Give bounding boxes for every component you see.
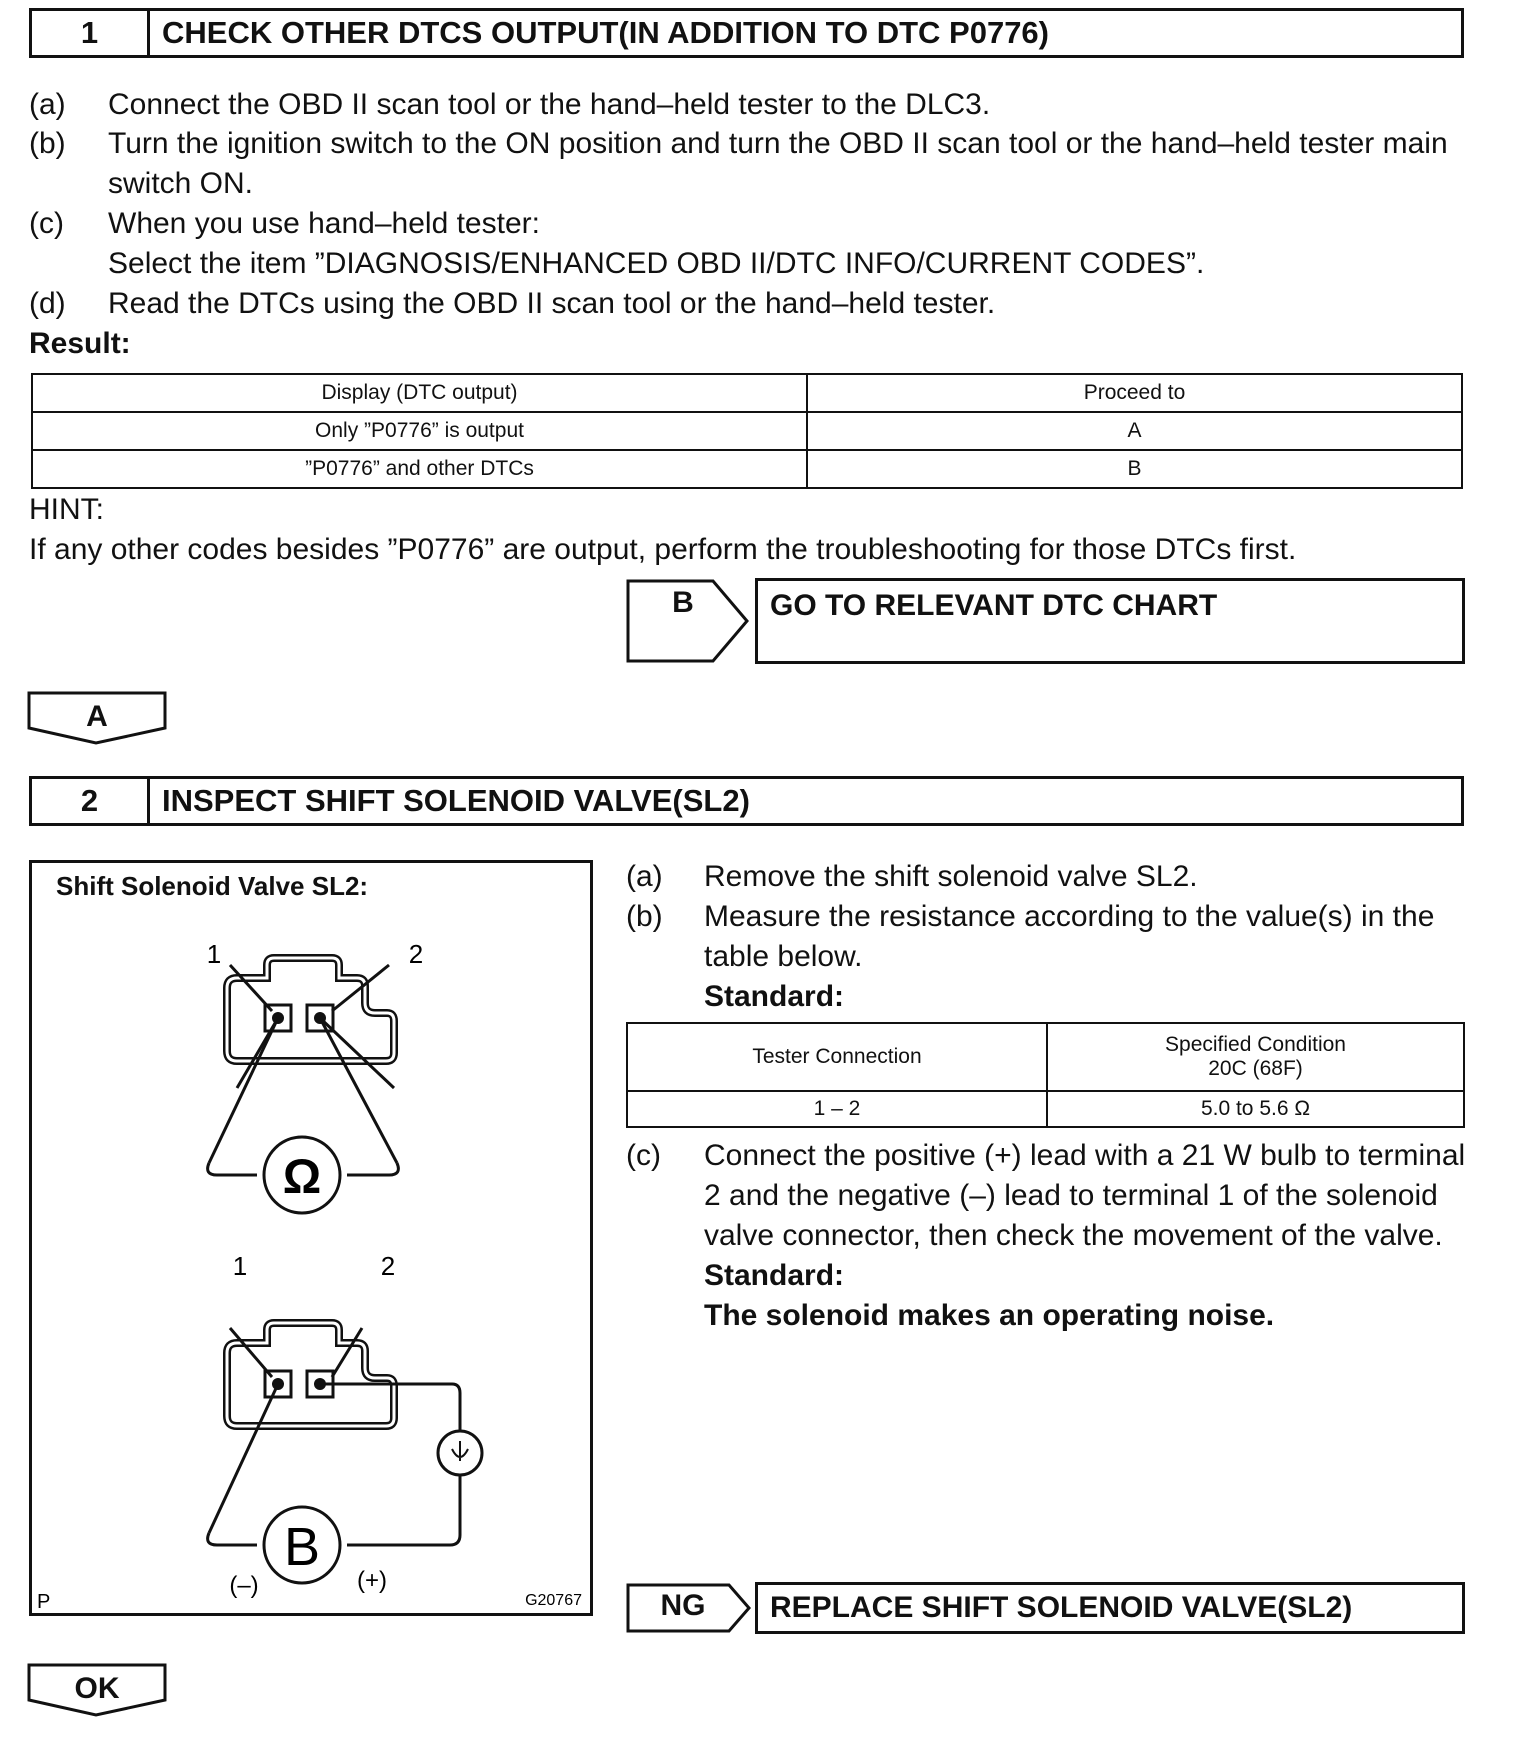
step2-item-b-cont: table below. <box>704 940 863 973</box>
step2-item-c-cont: valve connector, then check the movement of the valve. <box>704 1219 1443 1252</box>
table-cell: B <box>807 450 1462 488</box>
pin1-dot-top <box>272 1012 284 1024</box>
spec-table <box>626 1022 1465 1128</box>
pin2-label-bottom: 2 <box>380 1251 396 1281</box>
table-row <box>32 412 1462 450</box>
step1-header <box>29 8 1464 58</box>
branch-b-box <box>755 578 1465 664</box>
item-label: (c) <box>29 207 64 240</box>
standard-label-2: Standard: <box>704 1259 845 1292</box>
figure-title: Shift Solenoid Valve SL2: <box>56 871 369 901</box>
item-text: Connect the positive (+) lead with a 21 W bulb to terminal <box>704 1139 1466 1172</box>
standard-text-2: The solenoid makes an operating noise. <box>704 1299 1275 1332</box>
spec-header-line2: 20C (68F) <box>1208 1057 1303 1080</box>
step1-item-c-cont: Select the item ”DIAGNOSIS/ENHANCED OBD II/DTC INFO/CURRENT CODES”. <box>108 247 1205 280</box>
item-label: (b) <box>29 127 66 160</box>
item-label: (b) <box>626 900 663 933</box>
branch-ng-code: NG <box>660 1589 706 1622</box>
branch-b-code: B <box>672 586 694 619</box>
step1-number: 1 <box>32 11 150 55</box>
pin1-label-top: 1 <box>206 939 222 969</box>
table-header-cell: Proceed to <box>807 374 1462 412</box>
table-cell: 1 – 2 <box>627 1091 1047 1127</box>
table-cell: 5.0 to 5.6 Ω <box>1047 1091 1464 1127</box>
hint-label: HINT: <box>29 493 104 526</box>
item-text: Measure the resistance according to the value(s) in the <box>704 900 1435 933</box>
branch-ng-text: REPLACE SHIFT SOLENOID VALVE(SL2) <box>770 1591 1353 1624</box>
hint-text: If any other codes besides ”P0776” are output, perform the troubleshooting for those DTCs first. <box>29 533 1297 566</box>
step2-number: 2 <box>32 779 150 823</box>
spec-header-line1: Specified Condition <box>1165 1033 1346 1056</box>
result-table <box>31 373 1463 489</box>
pin2-label-top: 2 <box>408 939 424 969</box>
item-label: (d) <box>29 287 66 320</box>
corner-label: P <box>37 1591 51 1613</box>
table-row <box>32 450 1462 488</box>
table-header-cell: Tester Connection <box>627 1023 1047 1091</box>
table-cell: Only ”P0776” is output <box>32 412 807 450</box>
item-text: Connect the OBD II scan tool or the hand–held tester to the DLC3. <box>108 88 991 121</box>
branch-ng-box <box>755 1582 1465 1634</box>
step2-item-c-cont: 2 and the negative (–) lead to terminal 1 of the solenoid <box>704 1179 1438 1212</box>
branch-b-text: GO TO RELEVANT DTC CHART <box>770 589 1218 622</box>
item-text: Remove the shift solenoid valve SL2. <box>704 860 1198 893</box>
table-header-row <box>32 374 1462 412</box>
pos-label: (+) <box>357 1567 387 1594</box>
table-row <box>627 1091 1464 1127</box>
bottom-leads <box>208 1328 460 1545</box>
item-label: (c) <box>626 1139 661 1172</box>
battery-symbol: B <box>283 1517 321 1577</box>
item-text: When you use hand–held tester: <box>108 207 540 240</box>
result-label: Result: <box>29 327 131 360</box>
item-label: (a) <box>29 88 66 121</box>
table-header-cell <box>1047 1023 1464 1091</box>
pin1-dot-bottom <box>272 1378 284 1390</box>
branch-ok-code: OK <box>74 1672 120 1705</box>
item-text: Turn the ignition switch to the ON position and turn the OBD II scan tool or the hand–held tester main <box>108 127 1448 160</box>
connector-bottom-icon <box>227 1323 394 1426</box>
solenoid-figure <box>29 860 593 1616</box>
branch-a-code: A <box>86 700 108 733</box>
neg-label: (–) <box>229 1572 259 1599</box>
table-header-cell: Display (DTC output) <box>32 374 807 412</box>
step2-header <box>29 776 1464 826</box>
table-header-row <box>627 1023 1464 1091</box>
pin2-dot-top <box>314 1012 326 1024</box>
pin1-label-bottom: 1 <box>232 1251 248 1281</box>
ohm-symbol: Ω <box>282 1151 322 1204</box>
connector-top-icon <box>227 958 394 1061</box>
item-label: (a) <box>626 860 663 893</box>
pin2-dot-bottom <box>314 1378 326 1390</box>
figure-id: G20767 <box>525 1592 582 1609</box>
table-cell: ”P0776” and other DTCs <box>32 450 807 488</box>
item-text: Read the DTCs using the OBD II scan tool or the hand–held tester. <box>108 287 996 320</box>
step2-title: INSPECT SHIFT SOLENOID VALVE(SL2) <box>162 783 750 818</box>
table-cell: A <box>807 412 1462 450</box>
step1-title: CHECK OTHER DTCS OUTPUT(IN ADDITION TO DTC P0776) <box>162 15 1049 50</box>
standard-label: Standard: <box>704 980 845 1013</box>
solenoid-diagram <box>32 863 590 1613</box>
step1-item-b-cont: switch ON. <box>108 167 254 200</box>
